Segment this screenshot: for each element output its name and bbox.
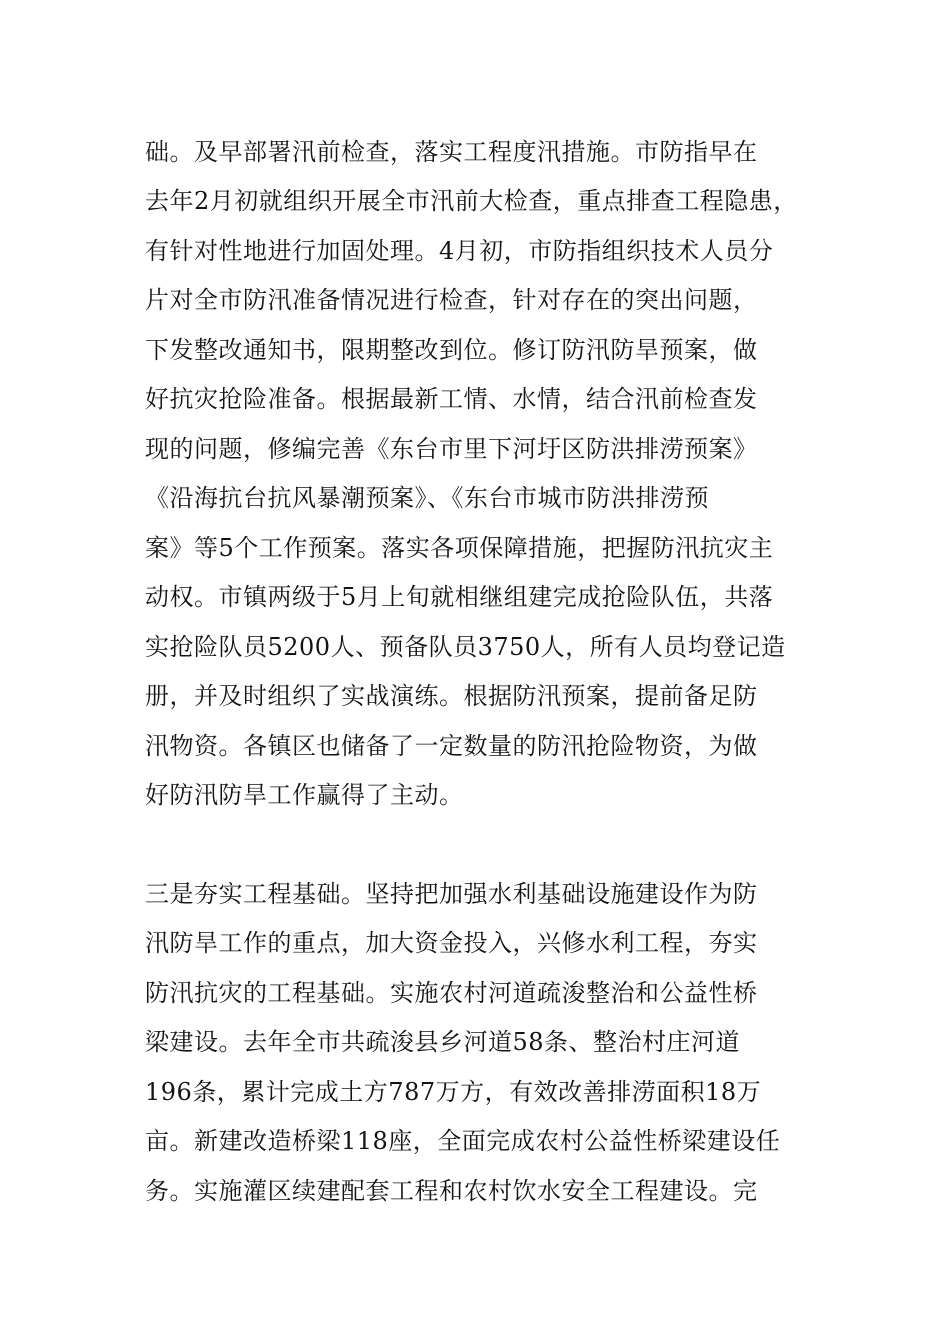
paragraph-line: 三是夯实工程基础。坚持把加强水利基础设施建设作为防	[145, 880, 758, 908]
paragraph-line: 汛物资。各镇区也储备了一定数量的防汛抢险物资，为做	[145, 732, 758, 760]
paragraph-line: 防汛抗灾的工程基础。实施农村河道疏浚整治和公益性桥	[145, 979, 758, 1007]
paragraph-line: 下发整改通知书，限期整改到位。修订防汛防旱预案，做	[145, 336, 758, 364]
paragraph-line: 案》等5个工作预案。落实各项保障措施，把握防汛抗灾主	[145, 534, 774, 562]
paragraph-line: 现的问题，修编完善《东台市里下河圩区防洪排涝预案》	[145, 435, 758, 463]
paragraph-line: 《沿海抗台抗风暴潮预案》、《东台市城市防洪排涝预	[145, 484, 709, 512]
paragraph-line: 梁建设。去年全市共疏浚县乡河道58条、整治村庄河道	[145, 1028, 741, 1056]
paragraph-line: 汛防旱工作的重点，加大资金投入，兴修水利工程，夯实	[145, 929, 758, 957]
paragraph-line: 好防汛防旱工作赢得了主动。	[145, 781, 464, 809]
paragraph-line: 实抢险队员5200人、预备队员3750人，所有人员均登记造	[145, 633, 786, 661]
paragraph-line: 础。及早部署汛前检查，落实工程度汛措施。市防指早在	[145, 138, 758, 166]
paragraph-line: 务。实施灌区续建配套工程和农村饮水安全工程建设。完	[145, 1177, 758, 1205]
paragraph-line: 有针对性地进行加固处理。4月初，市防指组织技术人员分	[145, 237, 774, 265]
paragraph-line: 动权。市镇两级于5月上旬就相继组建完成抢险队伍，共落	[145, 583, 774, 611]
paragraph-line: 册，并及时组织了实战演练。根据防汛预案，提前备足防	[145, 682, 758, 710]
paragraph-line: 196条，累计完成土方787万方，有效改善排涝面积18万	[145, 1078, 762, 1106]
paragraph-line: 去年2月初就组织开展全市汛前大检查，重点排查工程隐患，	[145, 187, 798, 215]
paragraph-line: 亩。新建改造桥梁118座，全面完成农村公益性桥梁建设任	[145, 1127, 781, 1155]
paragraph-line: 片对全市防汛准备情况进行检查，针对存在的突出问题，	[145, 286, 758, 314]
paragraph-line: 好抗灾抢险准备。根据最新工情、水情，结合汛前检查发	[145, 385, 758, 413]
